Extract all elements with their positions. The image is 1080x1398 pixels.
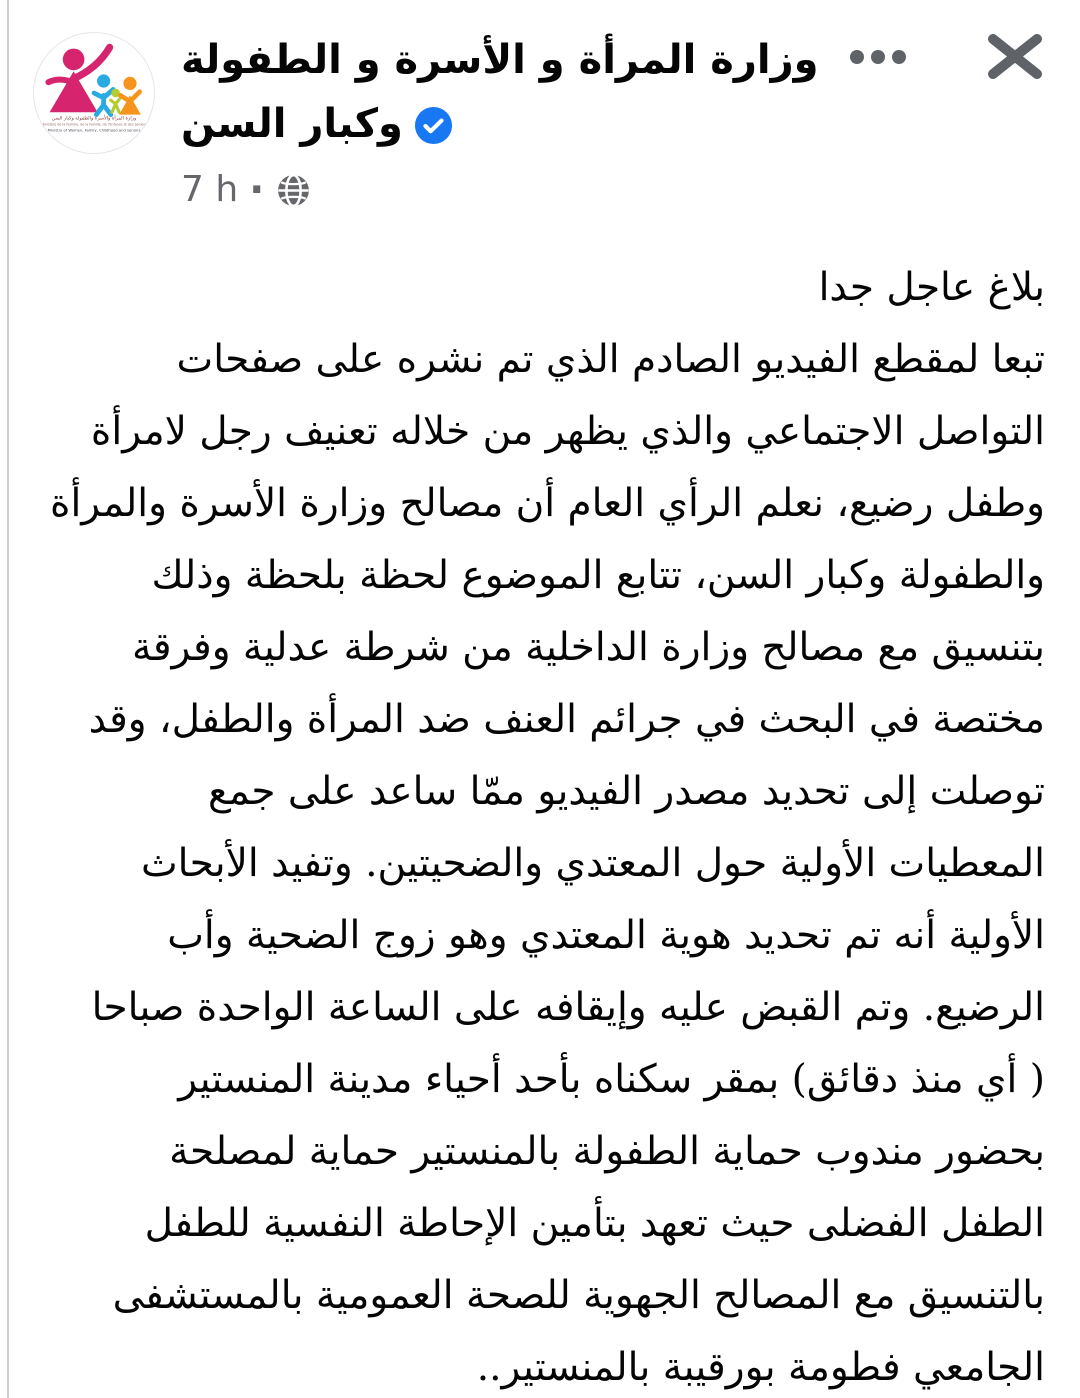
post-text-line: ( أي منذ دقائق) بمقر سكناه بأحد أحياء مدينة المنستير — [178, 1057, 1045, 1102]
verified-badge-icon — [415, 107, 452, 144]
post-text-line: الطفل الفضلى حيث تعهد بتأمين الإحاطة النفسية للطفل — [144, 1201, 1045, 1246]
ministry-logo-icon — [34, 33, 154, 153]
post-meta — [181, 167, 819, 213]
ellipsis-icon — [850, 50, 864, 64]
meta-separator: · — [249, 167, 265, 213]
post-text-line: مختصة في البحث في جرائم العنف ضد المرأة والطفل، وقد — [88, 697, 1045, 742]
more-options-button[interactable] — [850, 50, 906, 64]
post-text-line: المعطيات الأولية حول المعتدي والضحيتين. وتفيد الأبحاث — [140, 841, 1045, 886]
logo-caption-french: Ministère de la Femme, de la Famille, de l'Enfance et des Seniors — [41, 122, 147, 127]
post-text-line: بتنسيق مع مصالح وزارة الداخلية من شرطة عدلية وفرقة — [131, 625, 1045, 670]
logo-caption-english: Ministry of Women, Family, Childhood and seniors — [47, 128, 141, 133]
page-name-continued[interactable]: وكبار السن — [181, 101, 403, 147]
post-text-line: والطفولة وكبار السن، تتابع الموضوع لحظة بلحظة وذلك — [151, 553, 1045, 598]
post-text-line: بالتنسيق مع المصالح الجهوية للصحة العمومية بالمستشفى — [112, 1273, 1045, 1318]
post-text-line: التواصل الاجتماعي والذي يظهر من خلاله تعنيف رجل لامرأة — [90, 409, 1045, 454]
close-x-icon — [986, 33, 1044, 80]
post-text-line: وطفل رضيع، نعلم الرأي العام أن مصالح وزارة الأسرة والمرأة — [50, 481, 1045, 526]
page-avatar[interactable] — [33, 32, 155, 154]
logo-caption-arabic: وزارة المرأة والأسرة والطفولة وكبار السن — [51, 116, 137, 122]
post-text-line: الرضيع. وتم القبض عليه وإيقافه على الساعة الواحدة صباحا — [91, 985, 1045, 1030]
timestamp[interactable]: 7 h — [181, 169, 239, 210]
post-text — [20, 252, 1045, 1398]
post-text-line: بلاغ عاجل جدا — [818, 265, 1045, 310]
post-text-line: بحضور مندوب حماية الطفولة بالمنستير حماية لمصلحة — [169, 1129, 1045, 1174]
post-text-line: الجامعي فطومة بورقيبة بالمنستير.. — [476, 1345, 1045, 1390]
close-button[interactable] — [986, 33, 1044, 80]
page-name[interactable]: وزارة المرأة و الأسرة و الطفولة — [181, 37, 819, 83]
post-text-line: توصلت إلى تحديد مصدر الفيديو ممّا ساعد على جمع — [208, 769, 1045, 814]
left-edge-divider — [7, 0, 9, 1398]
post-text-line: تبعا لمقطع الفيديو الصادم الذي تم نشره على صفحات — [176, 337, 1045, 382]
post-header-text — [181, 28, 819, 213]
post-text-line: الأولية أنه تم تحديد هوية المعتدي وهو زوج الضحية وأب — [167, 913, 1045, 958]
globe-icon — [275, 172, 312, 209]
